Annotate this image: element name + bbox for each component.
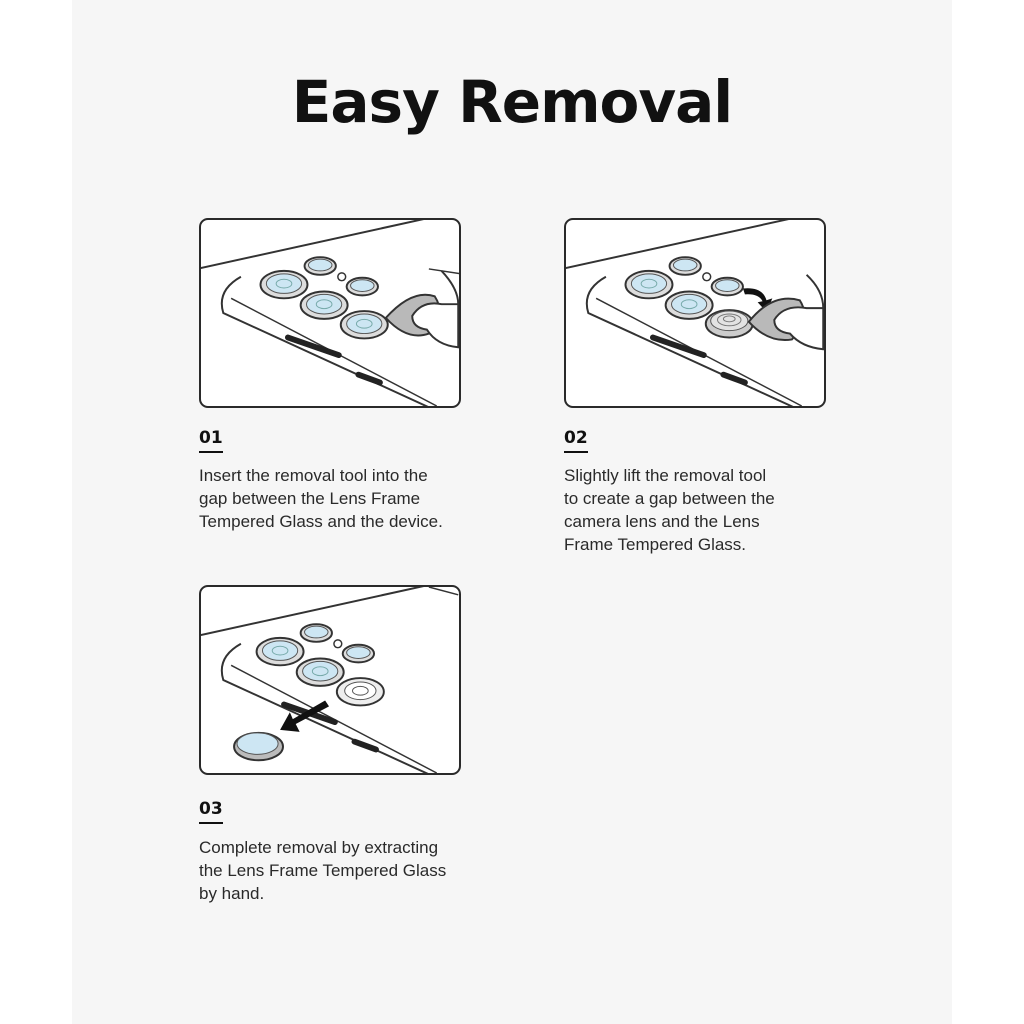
phone-lens-lift-tool-image <box>566 220 824 406</box>
step-1-number: 01 <box>199 429 223 453</box>
step-2-line: to create a gap between the <box>564 489 775 508</box>
camera-lens-1 <box>625 271 672 298</box>
step-3-line: Complete removal by extracting <box>199 838 439 857</box>
camera-lens-2 <box>670 257 701 275</box>
step-1-illustration <box>199 218 461 408</box>
camera-lens-4 <box>347 278 378 296</box>
camera-lens-1 <box>257 638 304 665</box>
camera-lens-4 <box>343 645 374 663</box>
flash-icon <box>703 273 711 281</box>
step-3-line: by hand. <box>199 884 265 903</box>
flash-icon <box>338 273 346 281</box>
camera-lens-1 <box>260 271 307 298</box>
step-3-description <box>199 836 489 905</box>
camera-lens-3 <box>297 658 344 685</box>
step-3-number: 03 <box>199 800 223 824</box>
camera-lens-2 <box>305 257 336 275</box>
step-2-line: camera lens and the Lens <box>564 512 760 531</box>
step-1-line: Tempered Glass and the device. <box>199 512 443 531</box>
step-2-illustration <box>564 218 826 408</box>
step-3-illustration <box>199 585 461 775</box>
page-title: Easy Removal <box>291 68 733 136</box>
camera-lens-3 <box>301 291 348 318</box>
exposed-camera-lens <box>337 678 384 705</box>
phone-lens-extract-image <box>201 587 459 773</box>
step-2-number: 02 <box>564 429 588 453</box>
lifted-lens-glass <box>706 310 753 337</box>
step-1-description <box>199 464 489 533</box>
phone-lens-insert-tool-image <box>201 220 459 406</box>
removed-lens-glass <box>234 733 283 760</box>
step-1-line: gap between the Lens Frame <box>199 489 421 508</box>
step-2-description <box>564 464 854 556</box>
camera-lens-3 <box>666 291 713 318</box>
camera-lens-4 <box>712 278 743 296</box>
camera-lens-5 <box>341 311 388 338</box>
step-3-line: the Lens Frame Tempered Glass <box>199 861 447 880</box>
step-2-line: Slightly lift the removal tool <box>564 466 767 485</box>
step-1-line: Insert the removal tool into the <box>199 466 428 485</box>
camera-lens-2 <box>301 624 332 642</box>
step-2-line: Frame Tempered Glass. <box>564 535 747 554</box>
flash-icon <box>334 640 342 648</box>
